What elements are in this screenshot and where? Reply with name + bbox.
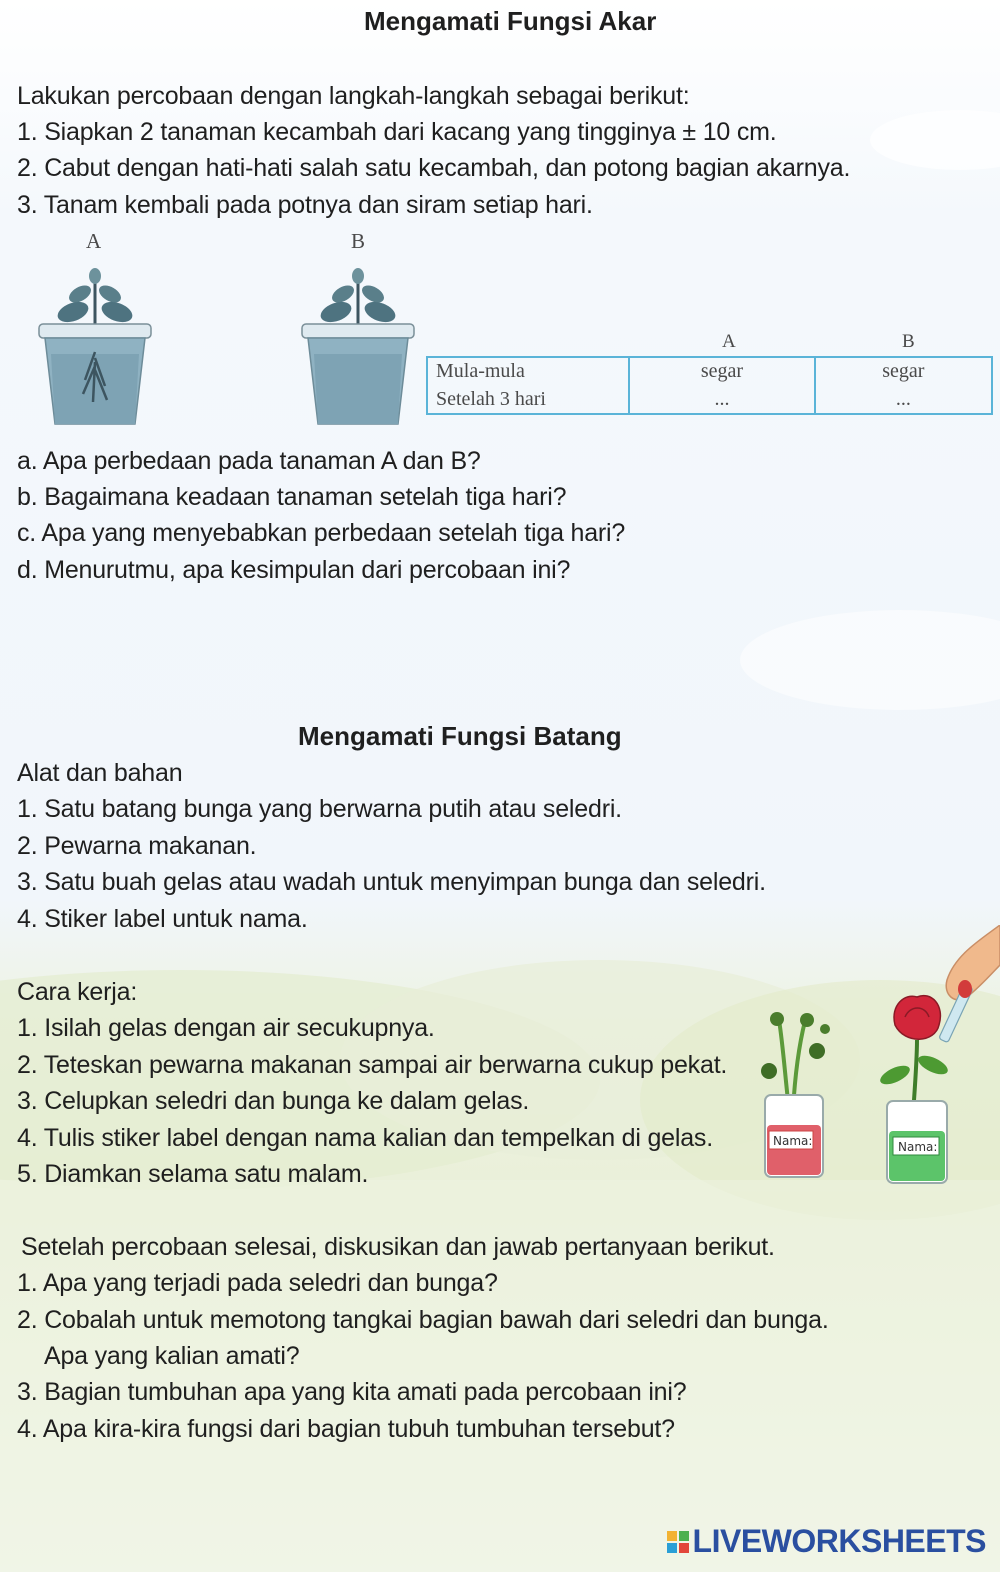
- material-4: 4. Stiker label untuk nama.: [17, 905, 308, 933]
- table-cell: segar: [629, 357, 814, 386]
- celery-and-flower-glasses-illustration: [755, 925, 1000, 1190]
- discussion-intro: Setelah percobaan selesai, diskusikan dan jawab pertanyaan berikut.: [21, 1233, 775, 1261]
- table-cell: ...: [629, 386, 814, 415]
- step-1: 1. Siapkan 2 tanaman kecambah dari kacang yang tingginya ± 10 cm.: [17, 118, 777, 146]
- table-cell: segar: [815, 357, 992, 386]
- liveworksheets-logo-icon: [667, 1531, 689, 1553]
- table-row: [427, 386, 992, 415]
- table-header-a: A: [722, 331, 736, 352]
- question-b: b. Bagaimana keadaan tanaman setelah tiga hari?: [17, 483, 567, 511]
- table-cell: Mula-mula: [436, 360, 525, 383]
- observation-table: [426, 356, 993, 415]
- section-title-akar: Mengamati Fungsi Akar: [364, 6, 657, 36]
- material-1: 1. Satu batang bunga yang berwarna putih atau seledri.: [17, 795, 622, 823]
- procedure-4: 4. Tulis stiker label dengan nama kalian dan tempelkan di gelas.: [17, 1124, 713, 1152]
- table-header-b: B: [902, 331, 915, 352]
- discussion-1: 1. Apa yang terjadi pada seledri dan bunga?: [17, 1269, 498, 1297]
- materials-heading: Alat dan bahan: [17, 759, 183, 787]
- material-3: 3. Satu buah gelas atau wadah untuk menyimpan bunga dan seledri.: [17, 868, 766, 896]
- section-title-batang: Mengamati Fungsi Batang: [298, 721, 622, 751]
- brand-name: LIVEWORKSHEETS: [692, 1523, 986, 1559]
- discussion-2: 2. Cobalah untuk memotong tangkai bagian bawah dari seledri dan bunga.: [17, 1306, 829, 1334]
- table-cell: Setelah 3 hari: [436, 387, 546, 410]
- procedure-3: 3. Celupkan seledri dan bunga ke dalam gelas.: [17, 1087, 530, 1115]
- procedure-1: 1. Isilah gelas dengan air secukupnya.: [17, 1014, 435, 1042]
- red-glass-label: Nama:: [773, 1134, 813, 1148]
- discussion-3: 3. Bagian tumbuhan apa yang kita amati pada percobaan ini?: [17, 1378, 687, 1406]
- plant-a-pot-illustration: [35, 262, 155, 432]
- question-c: c. Apa yang menyebabkan perbedaan setelah tiga hari?: [17, 519, 626, 547]
- material-2: 2. Pewarna makanan.: [17, 832, 257, 860]
- question-a: a. Apa perbedaan pada tanaman A dan B?: [17, 447, 481, 475]
- table-row: [427, 357, 992, 386]
- liveworksheets-logo[interactable]: [667, 1523, 986, 1560]
- plant-label-b: B: [351, 229, 366, 253]
- step-2: 2. Cabut dengan hati-hati salah satu kecambah, dan potong bagian akarnya.: [17, 154, 851, 182]
- green-glass-label: Nama:: [898, 1140, 938, 1154]
- question-d: d. Menurutmu, apa kesimpulan dari percobaan ini?: [17, 556, 571, 584]
- plant-b-pot-illustration: [298, 262, 418, 432]
- intro-text: Lakukan percobaan dengan langkah-langkah sebagai berikut:: [17, 82, 690, 110]
- plant-label-a: A: [86, 229, 102, 253]
- step-3: 3. Tanam kembali pada potnya dan siram setiap hari.: [17, 191, 593, 219]
- procedure-5: 5. Diamkan selama satu malam.: [17, 1160, 369, 1188]
- table-cell: ...: [815, 386, 992, 415]
- procedure-heading: Cara kerja:: [17, 978, 138, 1006]
- discussion-2-cont: Apa yang kalian amati?: [44, 1342, 300, 1370]
- discussion-4: 4. Apa kira-kira fungsi dari bagian tubuh tumbuhan tersebut?: [17, 1415, 675, 1443]
- procedure-2: 2. Teteskan pewarna makanan sampai air berwarna cukup pekat.: [17, 1051, 728, 1079]
